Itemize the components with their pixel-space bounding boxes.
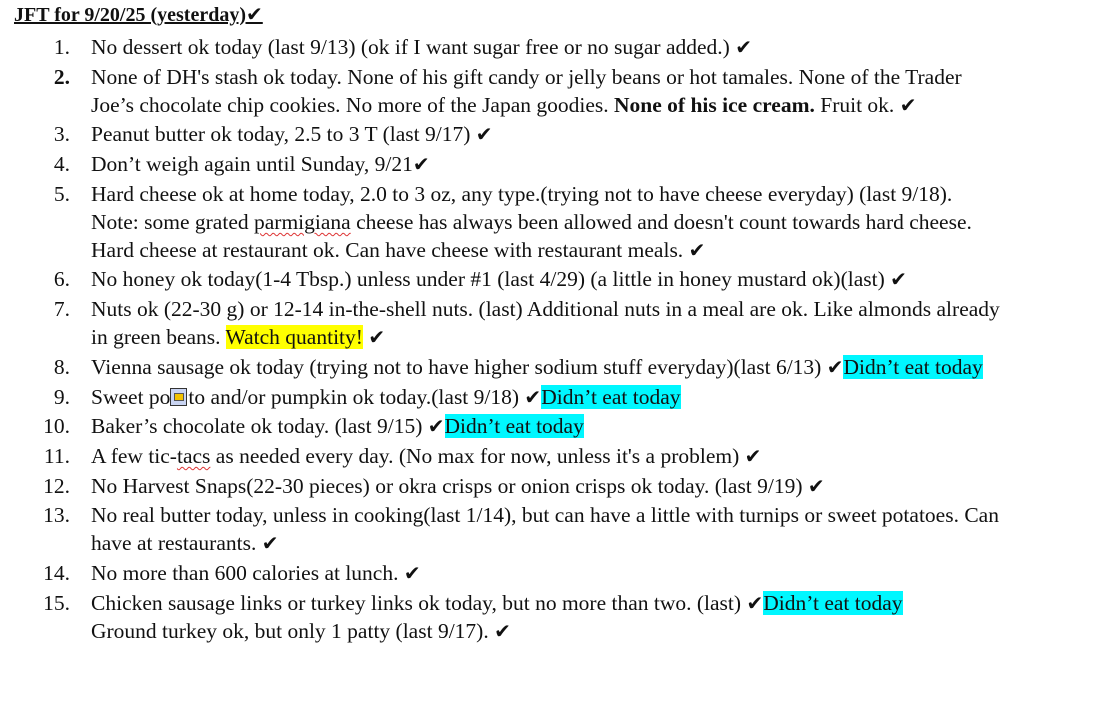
list-item [0,295,1001,351]
item-text: No dessert ok today (last 9/13) (ok if I want sugar free or no sugar added.) [91,35,736,59]
yellow-highlight: Watch quantity! [225,325,363,350]
spellcheck-underlined-word[interactable]: tacs [176,443,211,468]
checkmark-icon: ✔ [735,35,752,59]
cyan-highlight: Didn’t eat today [541,384,681,409]
checkmark-icon: ✔ [744,443,762,468]
checkmark-icon: ✔ [246,2,263,26]
item-number: 3. [53,122,70,147]
cyan-highlight: Didn’t eat today [843,354,983,379]
item-number: 14. [43,560,70,585]
item-text: Vienna sausage ok today (trying not to have higher sodium stuff everyday)(last 6/13) [91,354,827,379]
item-text: Sweet po [91,384,171,409]
item-text: to and/or pumpkin ok today.(last 9/18) [188,384,525,409]
list-item [0,383,1001,411]
item-text: None of DH's stash ok today. None of his gift candy or jelly beans or hot tamales. None of the Trader Joe’s chocolate chip cookies. No more of the Japan goodies. [91,64,962,117]
checkmark-icon: ✔ [261,531,279,556]
list-item [0,472,1001,500]
item-text: Nuts ok (22-30 g) or 12-14 in-the-shell nuts. (last) Additional nuts in a meal are ok. Like almonds already in green beans. [91,297,1000,350]
list-item [0,412,1001,440]
item-text: Peanut butter ok today, 2.5 to 3 T (last 9/17) [91,122,476,147]
spellcheck-underlined-word[interactable]: parmigiana [254,209,351,234]
checkmark-icon: ✔ [368,325,386,350]
list-item [0,150,1001,178]
item-text-bold: None of his ice cream. [614,92,815,117]
item-text: Baker’s chocolate ok today. (last 9/15) [91,414,428,439]
item-text: Hard cheese ok at home today, 2.0 to 3 oz, any type.(trying not to have cheese everyday) (last 9/18). Note: some grated [91,181,953,234]
item-text: as needed every day. (No max for now, unless it's a problem) [210,443,745,468]
item-number: 1. [53,35,70,59]
checkmark-icon: ✔ [475,122,493,147]
item-number: 6. [53,267,70,292]
item-number: 12. [43,473,70,498]
item-text: No real butter today, unless in cooking(last 1/14), but can have a little with turnips or sweet potatoes. Can have at restaurants. [91,503,999,556]
list-item [0,265,1001,293]
item-number: 7. [53,297,70,322]
checkmark-icon: ✔ [807,473,825,498]
item-text: No Harvest Snaps(22-30 pieces) or okra crisps or onion crisps ok today. (last 9/19) [91,473,808,498]
checkmark-icon: ✔ [688,237,706,262]
checkmark-icon: ✔ [826,354,844,379]
checkmark-icon: ✔ [890,267,907,292]
item-text: Fruit ok. [814,92,900,117]
item-number: 11. [43,443,70,468]
checkmark-icon: ✔ [412,152,430,177]
item-number: 9. [53,384,70,409]
list-item [0,353,1001,381]
list-item [0,559,1001,587]
item-number: 15. [43,590,70,615]
item-text: Ground turkey ok, but only 1 patty (last 9/17). [91,618,495,643]
item-text: Don’t weigh again until Sunday, 9/21 [91,152,413,177]
checkmark-icon: ✔ [524,384,542,409]
list-item [0,120,1001,148]
checkmark-icon: ✔ [746,590,764,615]
item-text: No more than 600 calories at lunch. [91,560,404,585]
cyan-highlight: Didn’t eat today [444,414,584,439]
cyan-highlight: Didn’t eat today [763,590,903,615]
checkmark-icon: ✔ [403,560,421,585]
list-item [0,180,1001,264]
list-item [0,501,1001,557]
item-text: Chicken sausage links or turkey links ok today, but no more than two. (last) [91,590,747,615]
list-item [0,33,1001,61]
item-number: 8. [53,354,70,379]
numbered-list [0,33,1105,646]
checkmark-icon: ✔ [427,414,445,439]
item-text: cheese has always been allowed and doesn't count towards hard cheese. Hard cheese at restaurant ok. Can have cheese with restaurant meals. [91,209,972,262]
checkmark-icon: ✔ [494,618,511,643]
item-number: 5. [53,181,70,206]
list-item [0,442,1001,470]
item-text: A few tic- [91,443,177,468]
list-item [0,589,1001,645]
list-item [0,63,1001,119]
paste-options-icon[interactable] [170,388,187,406]
item-number: 10. [43,414,70,439]
item-text: No honey ok today(1-4 Tbsp.) unless under #1 (last 4/29) (a little in honey mustard ok)(last) [91,267,891,292]
checkmark-icon: ✔ [899,92,917,117]
item-number: 2. [53,64,70,89]
title-text: JFT for 9/20/25 (yesterday) [14,4,247,26]
page-title [14,2,263,27]
item-number: 13. [43,503,70,528]
item-number: 4. [53,152,70,177]
